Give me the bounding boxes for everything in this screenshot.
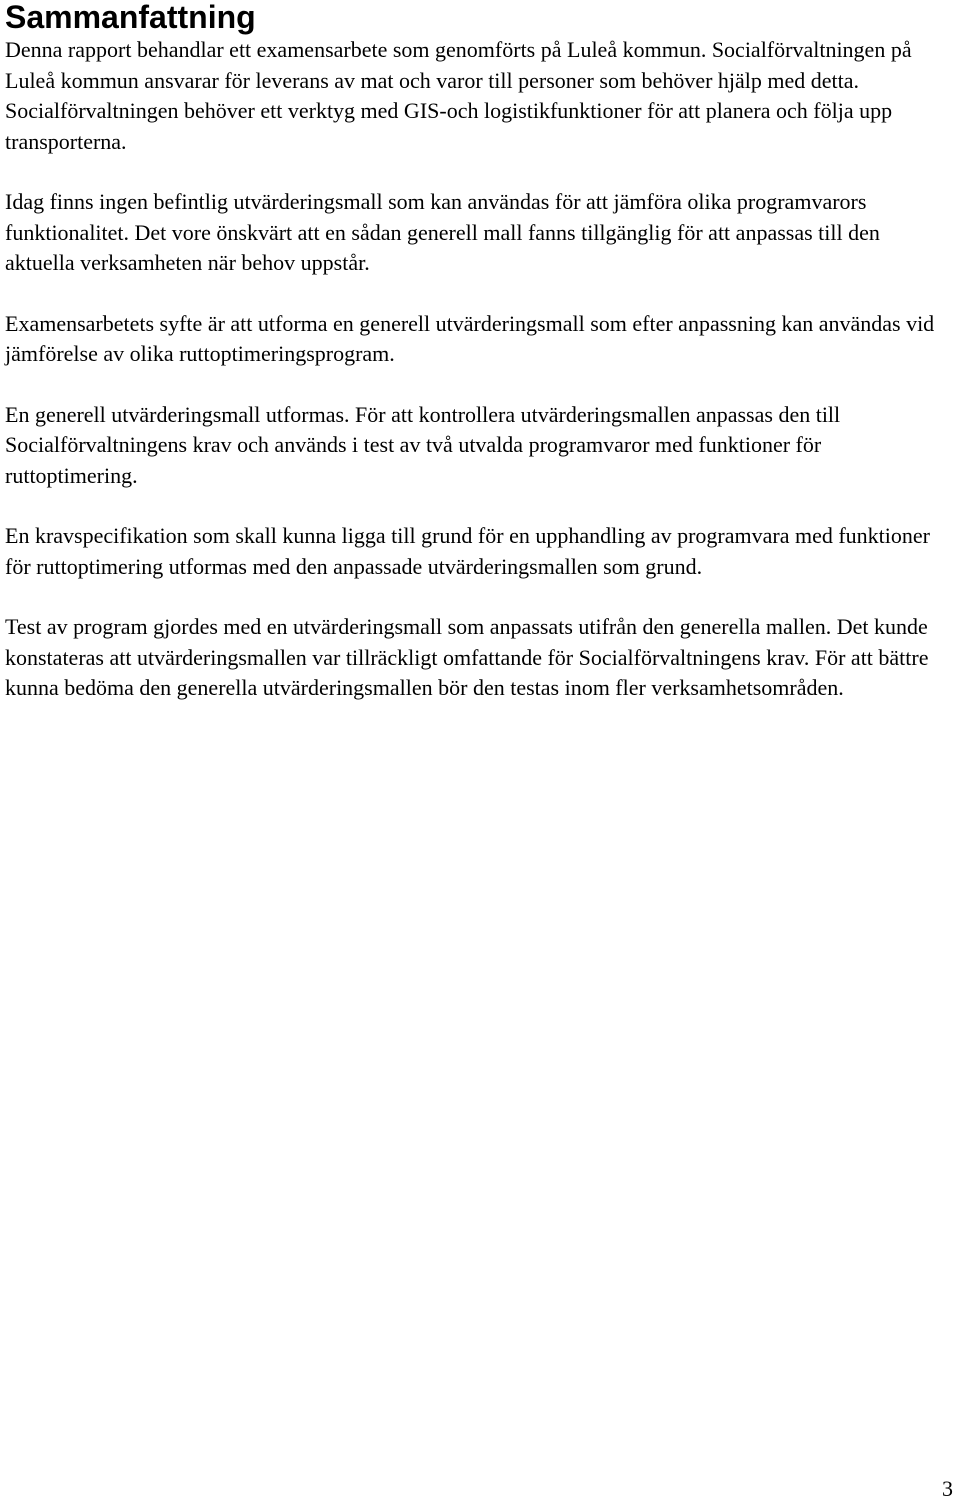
paragraph-6: Test av program gjordes med en utvärderingsmall som anpassats utifrån den generella mallen. Det kunde konstateras att utvärderingsmallen var tillräckligt omfattande för Socialförvaltningens krav. För att bättre kunna bedöma den generella utvärderingsmallen bör den testas inom fler verksamhetsområden.	[5, 614, 929, 700]
paragraph-5: En kravspecifikation som skall kunna ligga till grund för en upphandling av programvara med funktioner för ruttoptimering utformas med den anpassade utvärderingsmallen som grund.	[5, 523, 930, 579]
paragraph-4: En generell utvärderingsmall utformas. För att kontrollera utvärderingsmallen anpassas den till Socialförvaltningens krav och används i test av två utvalda programvaror med funktioner för ruttoptimering.	[5, 401, 841, 488]
paragraph-2: Idag finns ingen befintlig utvärderingsmall som kan användas för att jämföra olika programvarors funktionalitet. Det vore önskvärt att en sådan generell mall fanns tillgänglig för att anpassas till den aktuella verksamheten när behov uppstår.	[5, 189, 880, 275]
paragraph-1: Denna rapport behandlar ett examensarbete som genomförts på Luleå kommun. Socialförvaltningen på Luleå kommun ansvarar för leverans av mat och varor till personer som behöver hjälp med detta. Socialförvaltningen behöver ett verktyg med GIS-och logistikfunktioner för att planera och följa upp transporterna.	[5, 37, 912, 154]
document-page	[5, 0, 950, 704]
section-heading: Sammanfattning	[5, 0, 256, 35]
paragraph-3: Examensarbetets syfte är att utforma en generell utvärderingsmall som efter anpassning kan användas vid jämförelse av olika ruttoptimeringsprogram.	[5, 310, 935, 366]
page-number: 3	[942, 1476, 953, 1501]
